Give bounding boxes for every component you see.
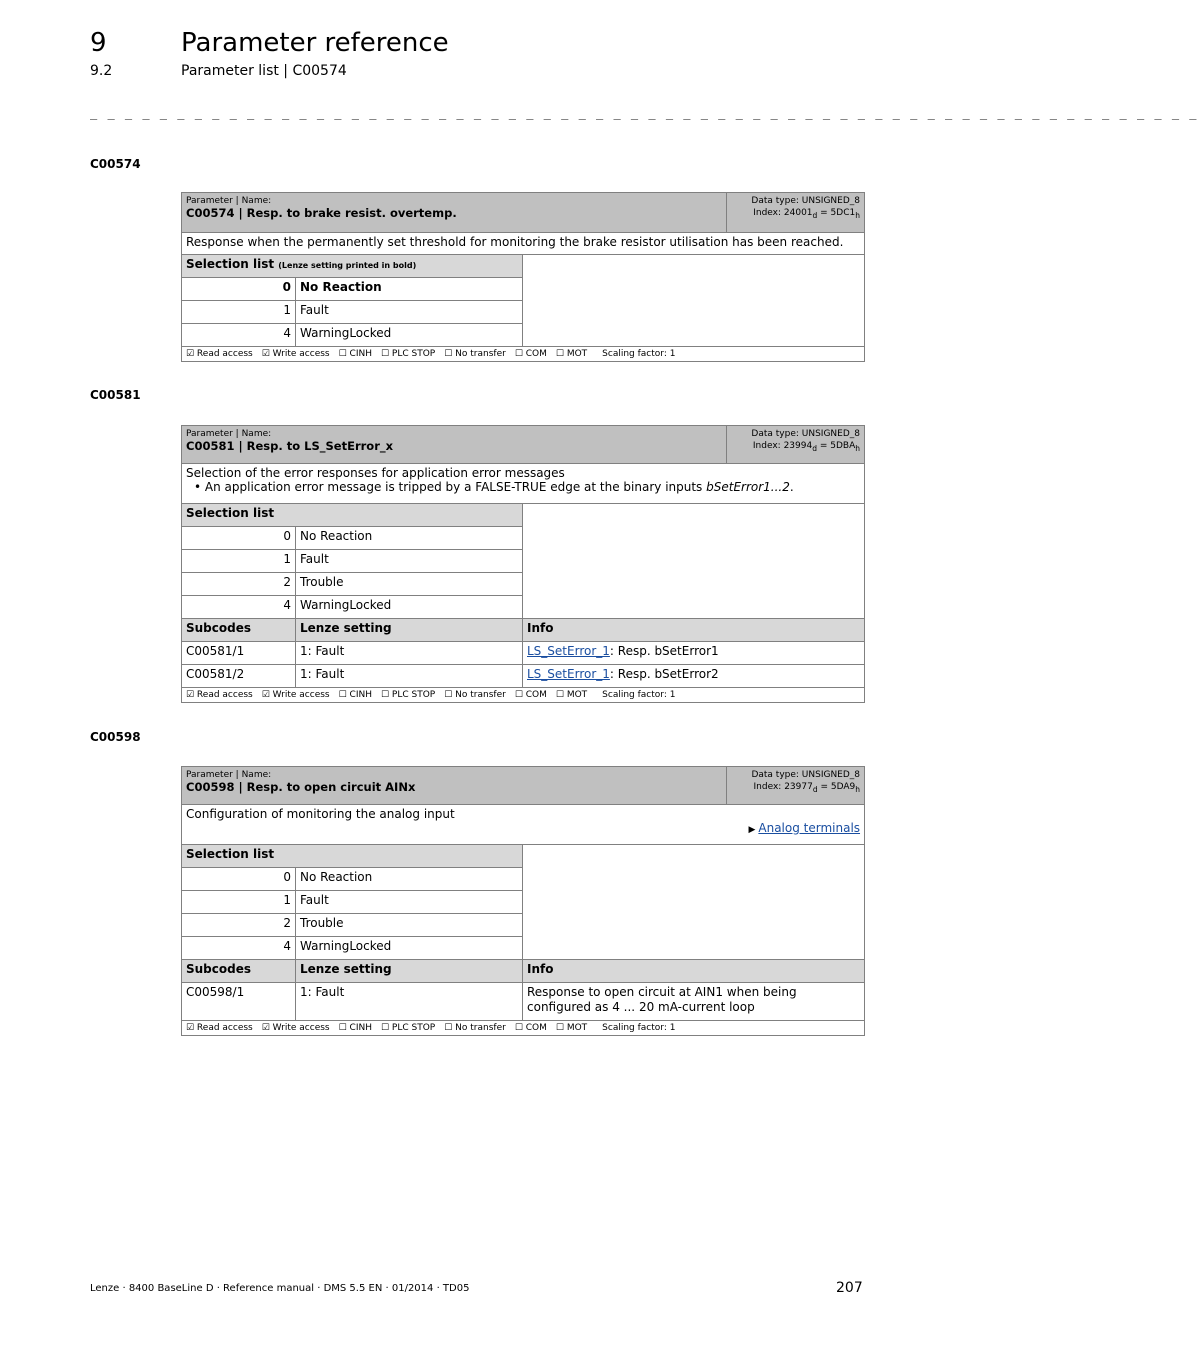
subcodes-header: Subcodes Lenze setting Info [182, 960, 865, 983]
param-header [182, 767, 727, 805]
subcodes-header: Subcodes Lenze setting Info [182, 619, 865, 642]
param-datatype: Data type: UNSIGNED_8 [751, 770, 861, 780]
access-row: ☑ Read access ☑ Write access ☐ CINH ☐ PLC STOP ☐ No transfer ☐ COM ☐ MOT Scaling factor: 1 [182, 1021, 865, 1036]
param-heading: C00581 [90, 388, 141, 402]
param-datatype: Data type: UNSIGNED_8 [751, 196, 860, 206]
param-heading: C00598 [90, 730, 141, 744]
param-description: Response when the permanently set threshold for monitoring the brake resistor utilisation has been reached. [182, 233, 865, 255]
param-description: Selection of the error responses for application error messages • An application error message is tripped by a FALSE-TRUE edge at the binary inputs bSetError1...2. [182, 464, 865, 504]
selection-list-header: Selection list [182, 504, 523, 527]
selection-row: 2 Trouble [182, 914, 865, 937]
param-name: C00598 | Resp. to open circuit AINx [186, 780, 416, 794]
selection-row: 1 Fault [182, 550, 865, 573]
access-row: ☑ Read access ☑ Write access ☐ CINH ☐ PLC STOP ☐ No transfer ☐ COM ☐ MOT Scaling factor: 1 [182, 688, 865, 703]
page-number: 207 [836, 1280, 863, 1296]
header-separator: _ _ _ _ _ _ _ _ _ _ _ _ _ _ _ _ _ _ _ _ _ _ _ _ _ _ _ _ _ _ _ _ _ _ _ _ _ _ _ _ _ _ _ _ _ _ _ _ _ _ _ _ _ _ _ _ _ _ _ _ _ _ _ _ [90, 106, 1198, 120]
selection-row: 1 Fault [182, 891, 865, 914]
selection-row: 1 Fault [182, 301, 865, 324]
empty-area [523, 504, 865, 619]
selection-row: 0 No Reaction [182, 868, 865, 891]
param-label: Parameter | Name: [186, 770, 272, 780]
subcode-row: C00581/1 1: Fault LS_SetError_1: Resp. bSetError1 [182, 642, 865, 665]
param-table [181, 766, 865, 1036]
section-title: Parameter list | C00574 [181, 63, 347, 79]
param-datatype-cell [727, 193, 865, 233]
param-table [181, 192, 865, 362]
param-description: Configuration of monitoring the analog input ▶ Analog terminals [182, 805, 865, 845]
param-label: Parameter | Name: [186, 429, 272, 439]
chapter-title: Parameter reference [181, 28, 449, 58]
param-datatype: Data type: UNSIGNED_8 [751, 429, 860, 439]
arrow-right-icon: ▶ [748, 825, 756, 835]
subcode-row: C00598/1 1: Fault Response to open circuit at AIN1 when being configured as 4 ... 20 mA-current loop [182, 983, 865, 1021]
selection-row: 4 WarningLocked [182, 596, 865, 619]
chapter-number: 9 [90, 28, 107, 58]
ls-seterror-link[interactable]: LS_SetError_1 [527, 667, 610, 681]
ls-seterror-link[interactable]: LS_SetError_1 [527, 644, 610, 658]
param-name: C00574 | Resp. to brake resist. overtemp. [186, 206, 457, 220]
selection-row: 4 WarningLocked [182, 937, 865, 960]
param-datatype-cell [727, 426, 865, 464]
selection-list-header: Selection list (Lenze setting printed in bold) [182, 255, 523, 278]
param-datatype-cell [727, 767, 865, 805]
footer-text: Lenze · 8400 BaseLine D · Reference manual · DMS 5.5 EN · 01/2014 · TD05 [90, 1283, 470, 1294]
analog-terminals-link[interactable]: Analog terminals [758, 821, 861, 835]
empty-area [523, 255, 865, 347]
section-number: 9.2 [90, 63, 113, 79]
access-row: ☑ Read access ☑ Write access ☐ CINH ☐ PLC STOP ☐ No transfer ☐ COM ☐ MOT Scaling factor: 1 [182, 347, 865, 362]
param-heading: C00574 [90, 157, 141, 171]
selection-list-header: Selection list [182, 845, 523, 868]
selection-row: 0 No Reaction [182, 278, 865, 301]
empty-area [523, 845, 865, 960]
param-label: Parameter | Name: [186, 196, 272, 206]
selection-row: 0 No Reaction [182, 527, 865, 550]
param-name: C00581 | Resp. to LS_SetError_x [186, 439, 394, 453]
selection-row: 4 WarningLocked [182, 324, 865, 347]
param-table [181, 425, 865, 703]
param-header [182, 193, 727, 233]
param-index: Index: $23977_d = 5DA9_h$ [753, 782, 861, 794]
subcode-row: C00581/2 1: Fault LS_SetError_1: Resp. bSetError2 [182, 665, 865, 688]
selection-row: 2 Trouble [182, 573, 865, 596]
param-index: Index: $23994_d = 5DBA_h$ [752, 441, 860, 453]
param-index: Index: $24001_d = 5DC1_h$ [753, 208, 860, 220]
param-header [182, 426, 727, 464]
